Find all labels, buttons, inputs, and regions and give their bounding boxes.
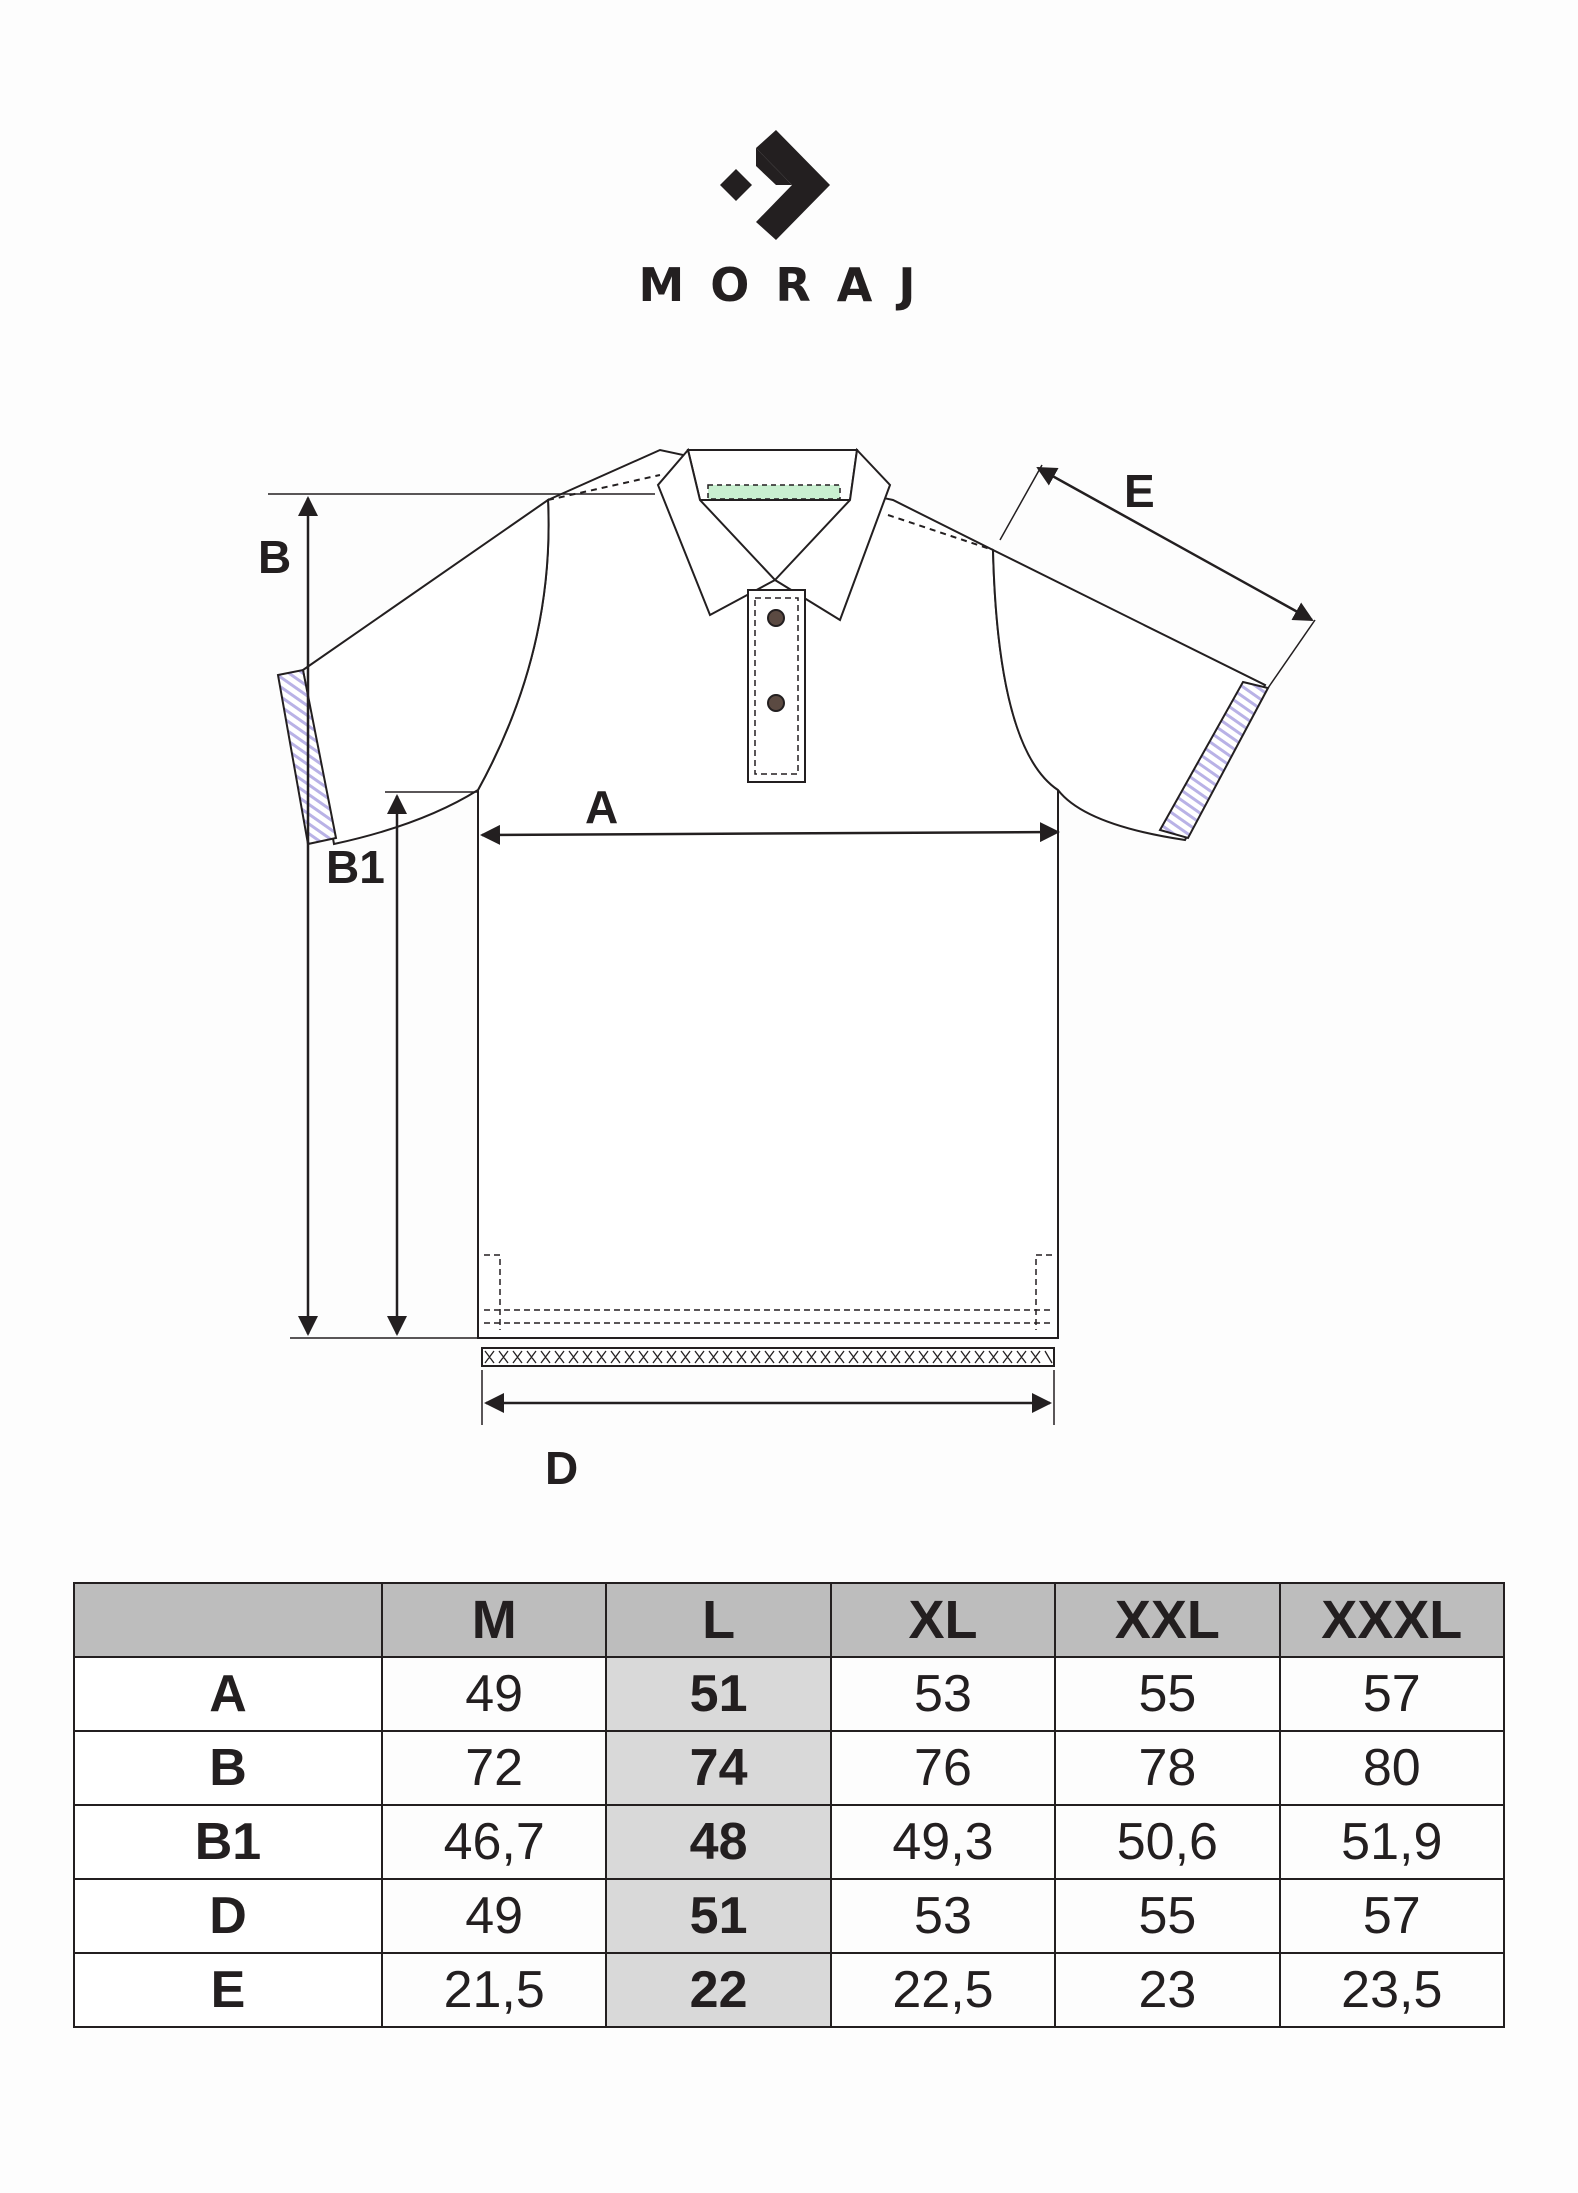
table-cell: 80 bbox=[1280, 1731, 1504, 1805]
table-cell: 22,5 bbox=[831, 1953, 1055, 2027]
dim-label-a: A bbox=[585, 781, 619, 833]
table-cell: 23 bbox=[1055, 1953, 1279, 2027]
table-cell: 21,5 bbox=[382, 1953, 606, 2027]
table-cell: 55 bbox=[1055, 1879, 1279, 1953]
size-table-header-row bbox=[74, 1583, 1504, 1657]
size-header-xl: XL bbox=[831, 1583, 1055, 1657]
row-label-b: B bbox=[74, 1731, 382, 1805]
size-header-xxxl: XXXL bbox=[1280, 1583, 1504, 1657]
polo-measurement-diagram bbox=[0, 430, 1578, 1490]
row-label-a: A bbox=[74, 1657, 382, 1731]
table-row bbox=[74, 1731, 1504, 1805]
placket bbox=[748, 590, 805, 782]
table-cell-highlighted: 51 bbox=[606, 1657, 830, 1731]
row-label-b1: B1 bbox=[74, 1805, 382, 1879]
dim-e-ext-top bbox=[1000, 465, 1042, 540]
table-cell: 49 bbox=[382, 1879, 606, 1953]
table-cell: 76 bbox=[831, 1731, 1055, 1805]
brand-logo-mark bbox=[720, 130, 840, 240]
table-cell: 57 bbox=[1280, 1657, 1504, 1731]
table-row bbox=[74, 1879, 1504, 1953]
row-label-d: D bbox=[74, 1879, 382, 1953]
collar-inner-band bbox=[708, 485, 840, 499]
size-table-corner-cell bbox=[74, 1583, 382, 1657]
table-cell: 55 bbox=[1055, 1657, 1279, 1731]
table-cell: 53 bbox=[831, 1657, 1055, 1731]
table-row bbox=[74, 1805, 1504, 1879]
table-cell: 72 bbox=[382, 1731, 606, 1805]
size-header-m: M bbox=[382, 1583, 606, 1657]
table-cell: 50,6 bbox=[1055, 1805, 1279, 1879]
table-cell-highlighted: 74 bbox=[606, 1731, 830, 1805]
table-row bbox=[74, 1657, 1504, 1731]
size-table bbox=[73, 1582, 1505, 2028]
size-header-xxl: XXL bbox=[1055, 1583, 1279, 1657]
size-header-l: L bbox=[606, 1583, 830, 1657]
table-cell: 57 bbox=[1280, 1879, 1504, 1953]
row-label-e: E bbox=[74, 1953, 382, 2027]
hem-band bbox=[482, 1348, 1054, 1366]
button-top bbox=[768, 610, 784, 626]
dim-label-b: B bbox=[258, 531, 292, 583]
brand-logo bbox=[600, 130, 980, 320]
table-cell: 23,5 bbox=[1280, 1953, 1504, 2027]
table-cell: 78 bbox=[1055, 1731, 1279, 1805]
table-cell: 53 bbox=[831, 1879, 1055, 1953]
button-bottom bbox=[768, 695, 784, 711]
table-row bbox=[74, 1953, 1504, 2027]
table-cell-highlighted: 48 bbox=[606, 1805, 830, 1879]
dim-e-ext bbox=[1268, 620, 1315, 688]
table-cell-highlighted: 51 bbox=[606, 1879, 830, 1953]
dim-label-e: E bbox=[1124, 465, 1155, 517]
dim-label-b1: B1 bbox=[326, 841, 385, 893]
table-cell: 46,7 bbox=[382, 1805, 606, 1879]
table-cell: 49 bbox=[382, 1657, 606, 1731]
dim-label-d: D bbox=[545, 1442, 579, 1490]
table-cell-highlighted: 22 bbox=[606, 1953, 830, 2027]
brand-name: MORAJ bbox=[638, 258, 942, 312]
table-cell: 49,3 bbox=[831, 1805, 1055, 1879]
table-cell: 51,9 bbox=[1280, 1805, 1504, 1879]
